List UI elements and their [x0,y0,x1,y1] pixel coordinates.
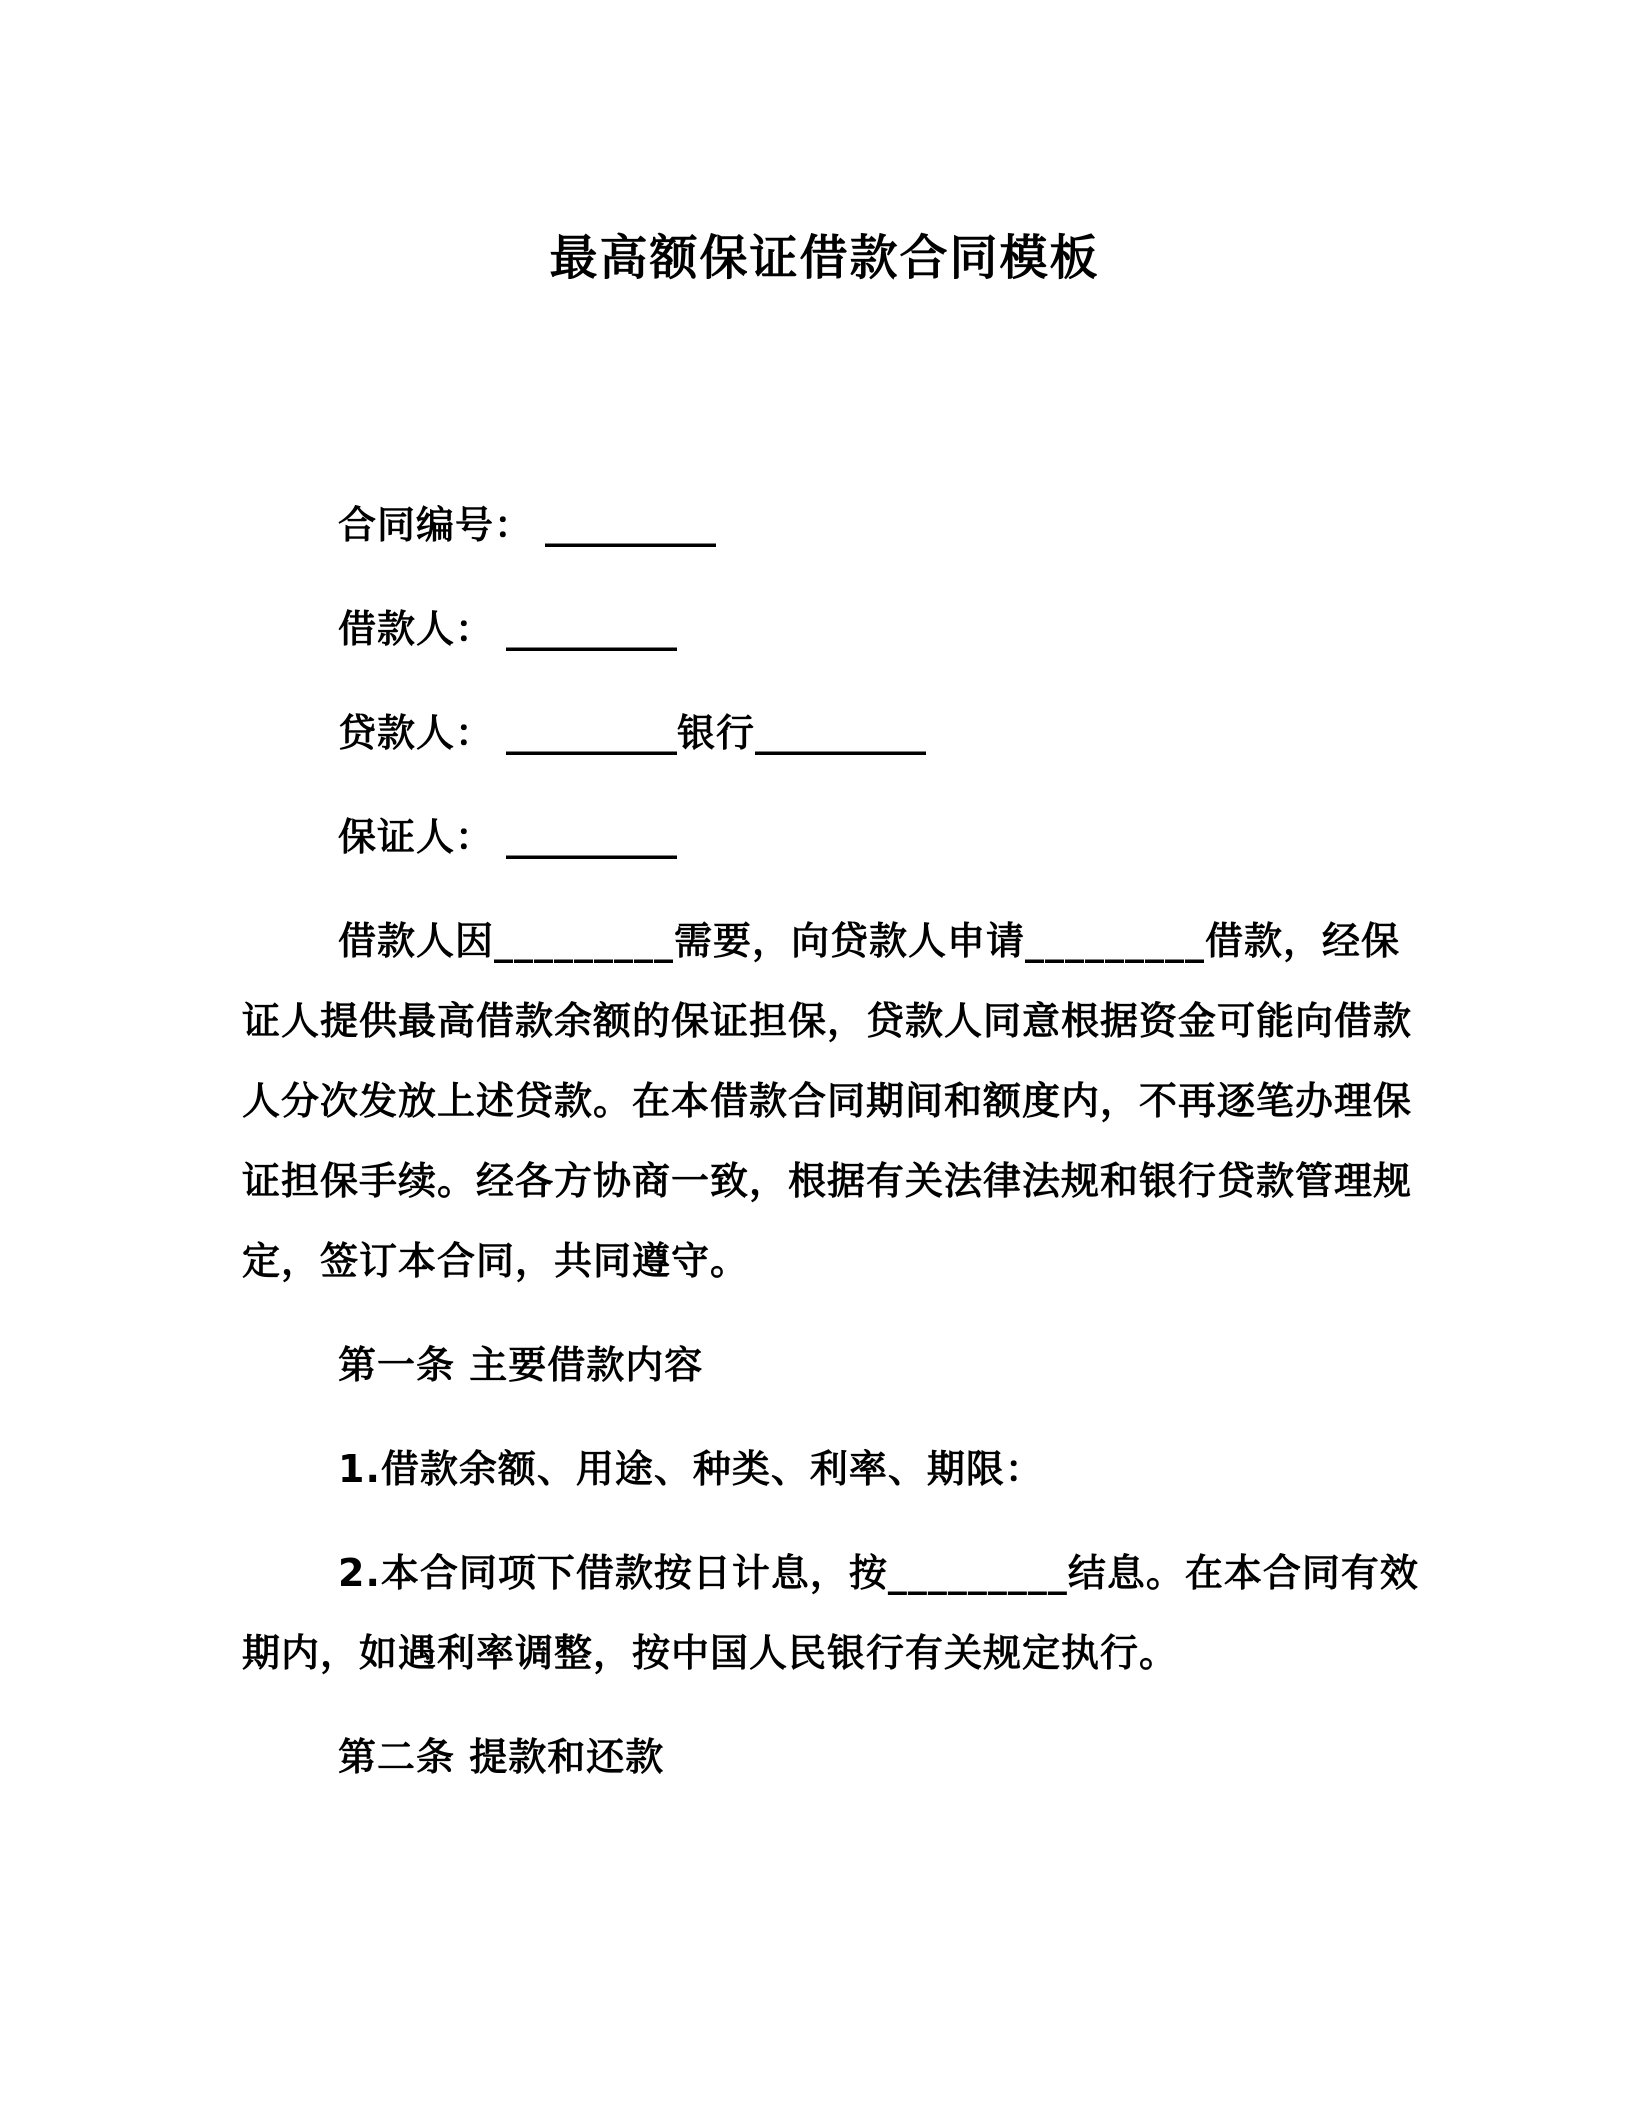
article-2-heading: 第二条 提款和还款 [338,1735,665,1779]
article-1-item-2-line: 2.本合同项下借款按日计息，按_________结息。在本合同有效 [338,1551,1419,1595]
borrower-label: 借款人： [338,607,495,651]
lender-label: 贷款人： [338,711,495,755]
contract-number-blank-line[interactable]: _________ [545,503,717,547]
intro-line: 定，签订本合同，共同遵守。 [242,1239,750,1283]
intro-line: 人分次发放上述贷款。在本借款合同期间和额度内，不再逐笔办理保 [242,1079,1413,1123]
field-contract-number [242,485,1407,565]
guarantor-label: 保证人： [338,815,495,859]
field-lender [242,693,1407,773]
intro-line: 证人提供最高借款余额的保证担保，贷款人同意根据资金可能向借款 [242,999,1413,1043]
intro-paragraph [242,901,1413,1301]
contract-number-label: 合同编号： [338,503,534,547]
article-1-heading: 第一条 主要借款内容 [338,1343,704,1387]
intro-line: 证担保手续。经各方协商一致，根据有关法律法规和银行贷款管理规 [242,1159,1413,1203]
article-1-item-2-line: 期内，如遇利率调整，按中国人民银行有关规定执行。 [242,1631,1179,1675]
article-1-item-1: 1.借款余额、用途、种类、利率、期限： [338,1447,1044,1491]
document-title: 最高额保证借款合同模板 [549,230,1100,286]
field-borrower [242,589,1407,669]
lender-blank-line-before-bank[interactable]: _________ [506,711,678,755]
borrower-blank-line[interactable]: _________ [506,607,678,651]
guarantor-blank-line[interactable]: _________ [506,815,678,859]
field-guarantor [242,797,1407,877]
intro-line: 借款人因_________需要，向贷款人申请_________借款，经保 [338,919,1401,963]
article-1-item-2 [242,1533,1419,1693]
lender-bank-text: 银行 [677,711,756,755]
lender-blank-line-after-bank[interactable]: _________ [755,711,927,755]
